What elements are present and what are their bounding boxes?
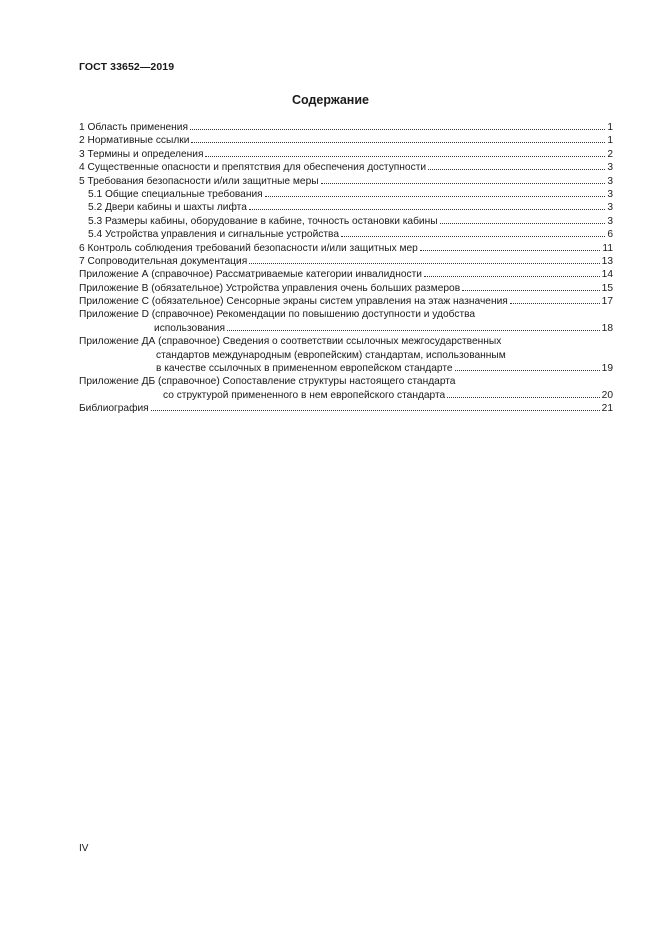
toc-entry-label-cont: со структурой примененного в нем европейского стандарта	[163, 389, 446, 401]
toc-dot-leader	[190, 128, 605, 130]
toc-entry-5-2[interactable]	[79, 201, 613, 214]
toc-entry-label: 5.2 Двери кабины и шахты лифта	[88, 202, 247, 214]
toc-entry-label: Приложение В (обязательное) Устройства управления очень больших размеров	[79, 282, 461, 294]
toc-entry-page: 3	[607, 162, 613, 174]
toc-entry-label: 2 Нормативные ссылки	[79, 135, 190, 147]
toc-entry-label-cont: использования	[154, 322, 226, 334]
toc-entry-page: 17	[601, 296, 613, 308]
toc-entry-5[interactable]	[79, 175, 613, 188]
document-header: ГОСТ 33652—2019	[79, 61, 175, 73]
toc-entry-label: 5.3 Размеры кабины, оборудование в кабине, точность остановки кабины	[88, 215, 438, 227]
toc-entry-label: 5 Требования безопасности и/или защитные меры	[79, 175, 319, 187]
toc-entry-appendix-b[interactable]	[79, 282, 613, 295]
toc-entry-page: 18	[601, 322, 613, 334]
toc-entry-appendix-d[interactable]	[79, 308, 613, 335]
toc-entry-2[interactable]	[79, 134, 613, 147]
toc-dot-leader	[424, 275, 600, 277]
toc-dot-leader	[265, 195, 606, 197]
toc-entry-label: Приложение А (справочное) Рассматриваемые категории инвалидности	[79, 269, 422, 281]
toc-dot-leader	[447, 396, 599, 398]
toc-entry-label: 1 Область применения	[79, 122, 188, 133]
page-number: IV	[79, 843, 89, 854]
toc-entry-page: 14	[601, 269, 613, 281]
toc-dot-leader	[191, 141, 605, 143]
toc-entry-page: 19	[601, 363, 613, 375]
toc-entry-4[interactable]	[79, 161, 613, 174]
toc-dot-leader	[151, 409, 600, 411]
toc-entry-page: 6	[607, 229, 613, 241]
toc-entry-page: 3	[607, 215, 613, 227]
toc-entry-3[interactable]	[79, 148, 613, 161]
toc-entry-appendix-a[interactable]	[79, 268, 613, 281]
toc-entry-label: 5.1 Общие специальные требования	[88, 188, 263, 200]
toc-entry-label: 4 Существенные опасности и препятствия для обеспечения доступности	[79, 162, 427, 174]
toc-entry-page: 21	[601, 403, 613, 415]
toc-entry-page: 20	[601, 389, 613, 401]
toc-entry-label: Библиография	[79, 403, 149, 415]
toc-entry-label: 6 Контроль соблюдения требований безопасности и/или защитных мер	[79, 242, 418, 254]
toc-entry-page: 3	[607, 175, 613, 187]
toc-entry-label: 5.4 Устройства управления и сигнальные устройства	[88, 229, 340, 241]
toc-dot-leader	[440, 222, 606, 224]
toc-entry-label-cont: в качестве ссылочных в примененном европейском стандарте	[156, 363, 453, 375]
toc-entry-6[interactable]	[79, 242, 613, 255]
toc-dot-leader	[227, 329, 600, 331]
toc-entry-label-cont: стандартов международным (европейским) стандартам, использованным	[156, 349, 506, 361]
toc-dot-leader	[205, 155, 605, 157]
toc-entry-bibliography[interactable]	[79, 402, 613, 415]
toc-dot-leader	[510, 302, 600, 304]
toc-dot-leader	[249, 262, 599, 264]
toc-entry-appendix-c[interactable]	[79, 295, 613, 308]
toc-dot-leader	[428, 168, 605, 170]
toc-entry-page: 2	[607, 148, 613, 160]
toc-entry-1[interactable]	[79, 121, 613, 134]
toc-entry-5-1[interactable]	[79, 188, 613, 201]
toc-entry-5-4[interactable]	[79, 228, 613, 241]
toc-dot-leader	[321, 182, 606, 184]
toc-entry-label: Приложение С (обязательное) Сенсорные экраны систем управления на этаж назначения	[79, 296, 508, 308]
toc-entry-page: 15	[601, 282, 613, 294]
toc-dot-leader	[420, 249, 601, 251]
toc-dot-leader	[249, 208, 605, 210]
toc-entry-appendix-da[interactable]	[79, 335, 613, 375]
toc-entry-label: 3 Термины и определения	[79, 148, 204, 160]
table-of-contents	[79, 121, 613, 416]
page-title: Содержание	[291, 93, 369, 107]
toc-entry-7[interactable]	[79, 255, 613, 268]
toc-entry-page: 1	[607, 122, 613, 133]
toc-entry-page: 1	[607, 135, 613, 147]
toc-entry-label: Приложение ДА (справочное) Сведения о соответствии ссылочных межгосударственных	[79, 336, 502, 348]
toc-entry-page: 3	[607, 202, 613, 214]
toc-dot-leader	[462, 289, 600, 291]
toc-entry-page: 11	[602, 242, 613, 254]
toc-entry-page: 13	[601, 255, 613, 267]
toc-entry-page: 3	[607, 188, 613, 200]
toc-dot-leader	[455, 369, 600, 371]
toc-entry-appendix-db[interactable]	[79, 375, 613, 402]
toc-dot-leader	[341, 235, 605, 237]
toc-entry-label: Приложение ДБ (справочное) Сопоставление структуры настоящего стандарта	[79, 376, 456, 388]
toc-entry-label: 7 Сопроводительная документация	[79, 255, 248, 267]
toc-entry-5-3[interactable]	[79, 215, 613, 228]
toc-entry-label: Приложение D (справочное) Рекомендации по повышению доступности и удобства	[79, 309, 476, 321]
